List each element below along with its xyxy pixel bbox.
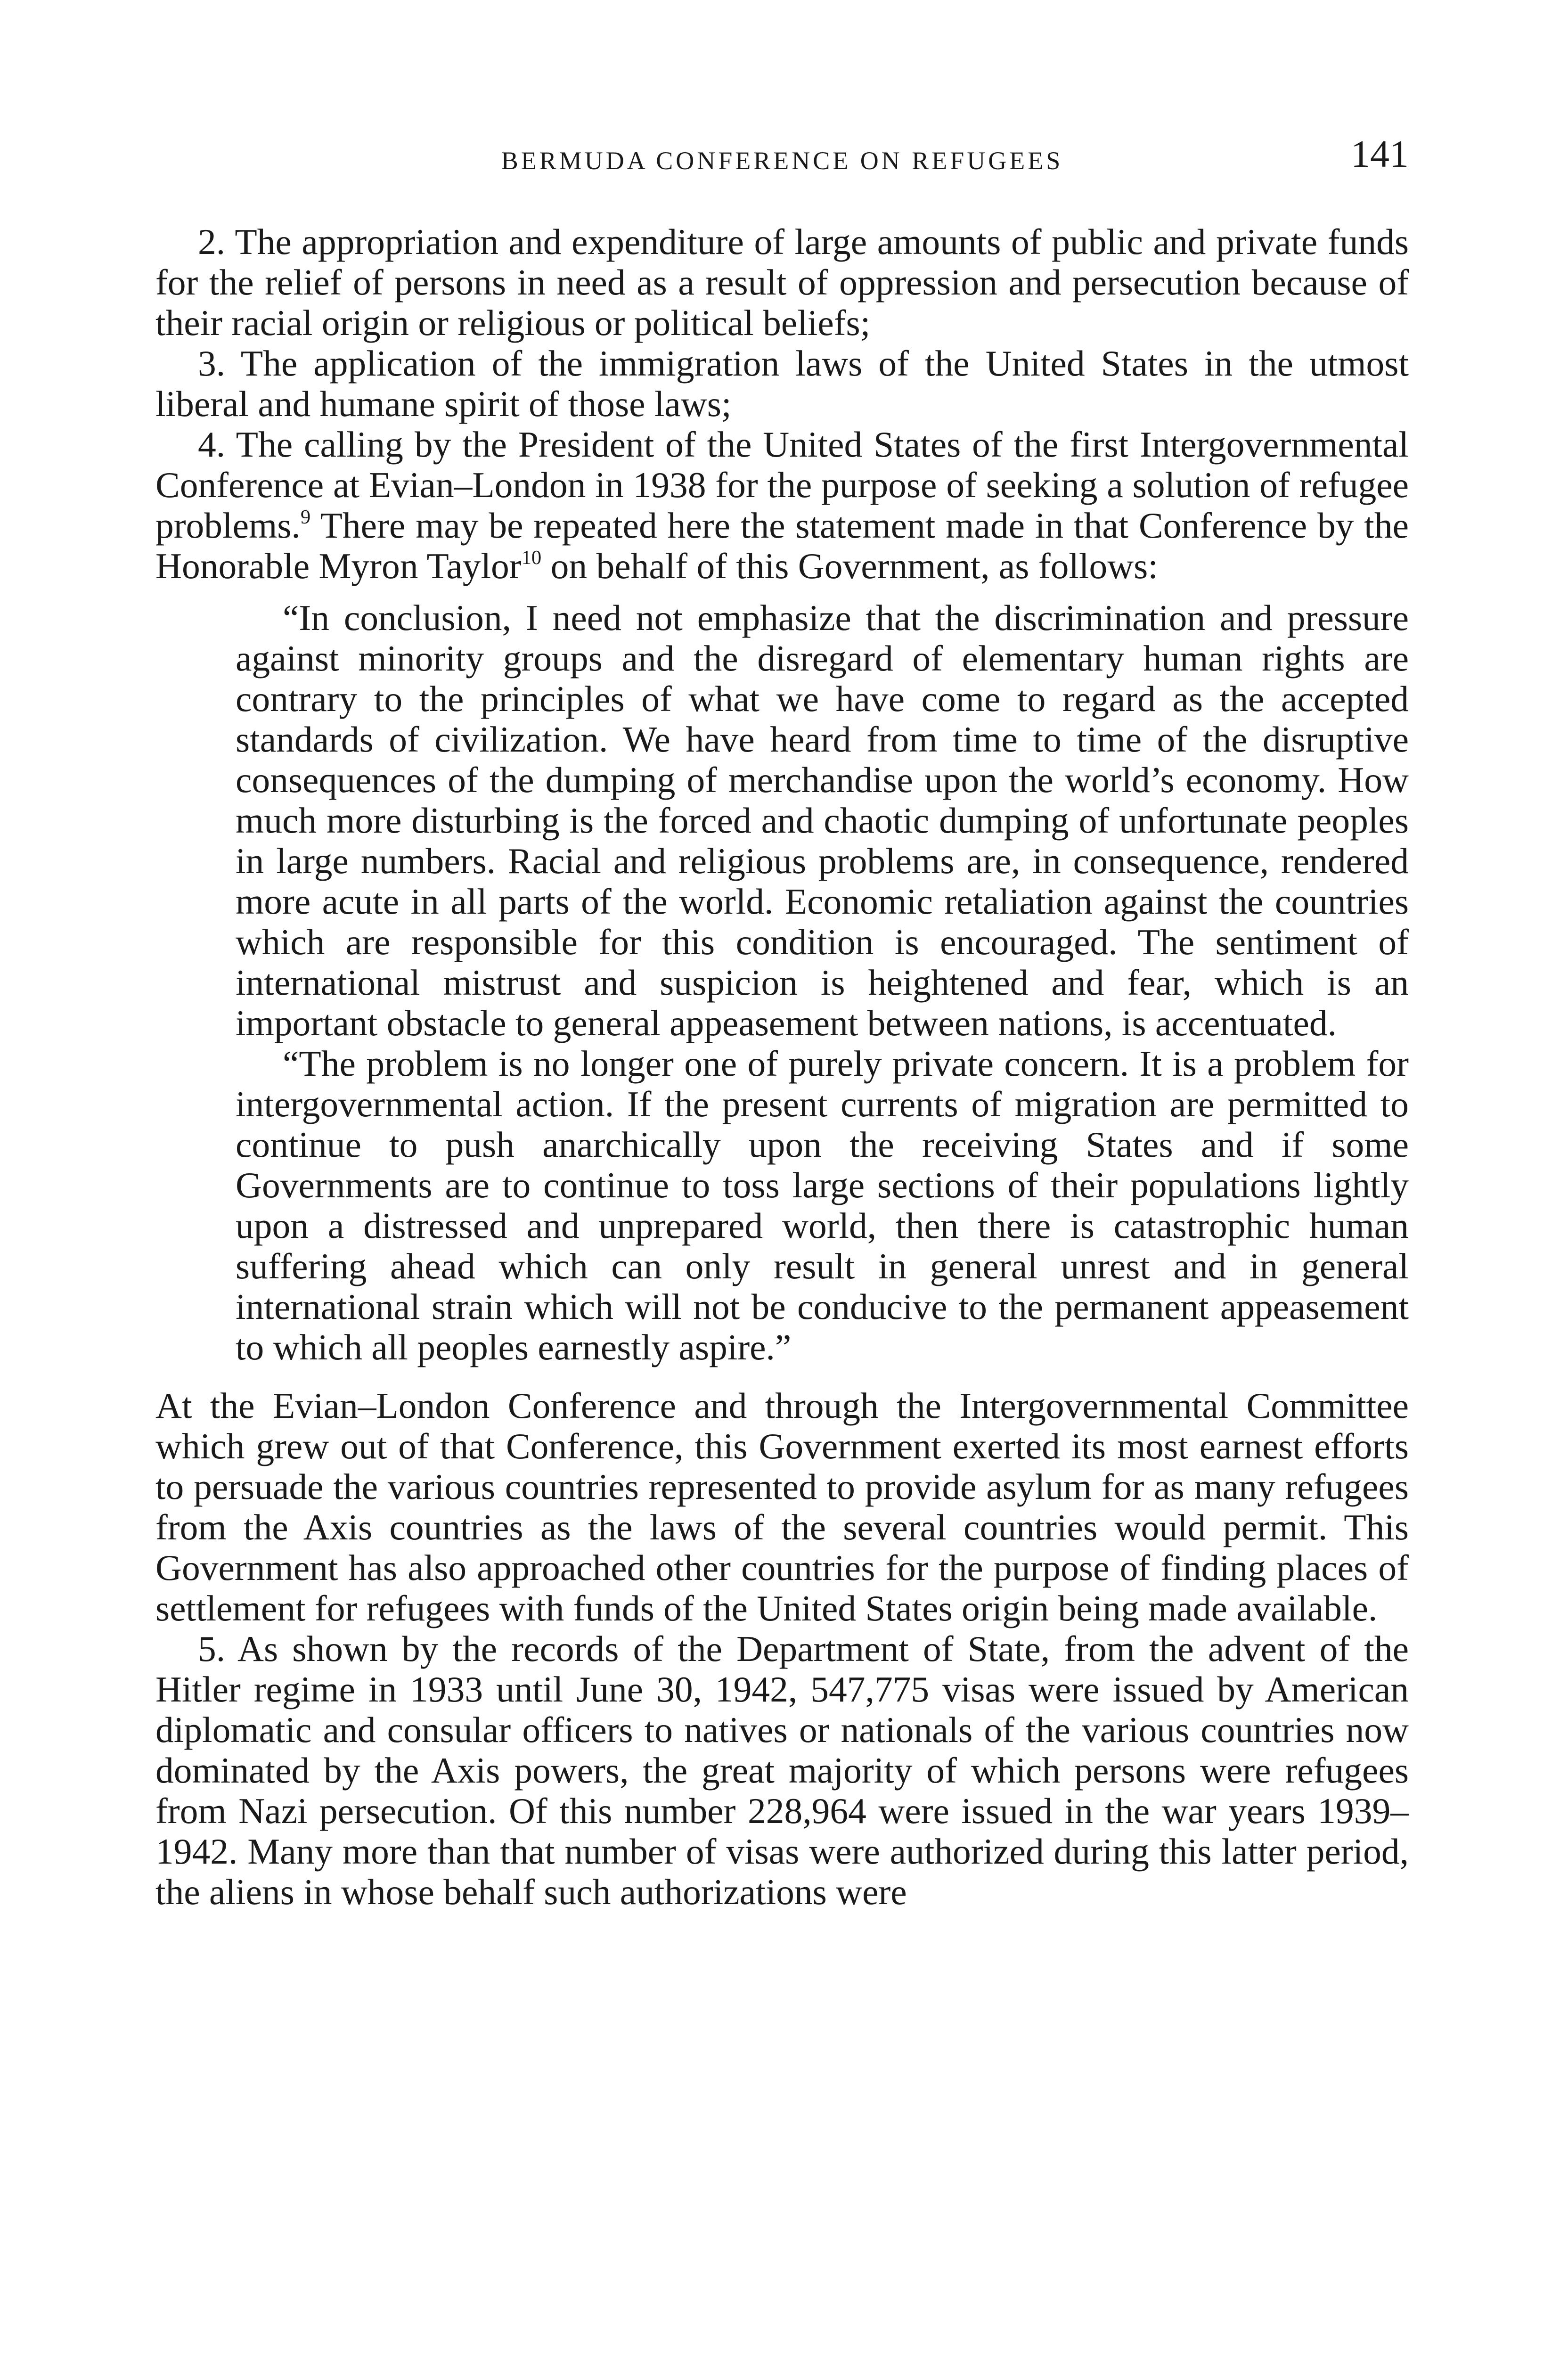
paragraph-4-part-c: on behalf of this Government, as follows: bbox=[541, 546, 1158, 586]
running-head: BERMUDA CONFERENCE ON REFUGEES bbox=[501, 147, 1063, 175]
paragraph-5: 5. As shown by the records of the Department of State, from the advent of the Hitler regime in 1933 until June 30, 1942, 547,775 visas were issued by American diplomatic and consular officers to natives or nationals of the various countries now dominated by the Axis powers, the great majority of which persons were refugees from Nazi persecution. Of this number 228,964 were issued in the war years 1939–1942. Many more than that number of visas were authorized during this latter period, the aliens in whose behalf such authorizations were bbox=[155, 1628, 1409, 1912]
footnote-ref-10: 10 bbox=[521, 547, 542, 569]
paragraph-3: 3. The application of the immigration laws of the United States in the utmost liberal and humane spirit of those laws; bbox=[155, 343, 1409, 424]
paragraph-2: 2. The appropriation and expenditure of large amounts of public and private funds for the relief of persons in need as a result of oppression and persecution because of their racial origin or religious or political beliefs; bbox=[155, 221, 1409, 343]
paragraph-4-part-b: There may be repeated here the statement made in that Conference by the Honorable Myron Taylor bbox=[155, 505, 1409, 586]
quote-paragraph-2: “The problem is no longer one of purely private concern. It is a problem for intergovernmental action. If the present currents of migration are permitted to continue to push anarchically upon the receiving States and if some Governments are to continue to toss large sections of their populations lightly upon a distressed and unprepared world, then there is catastrophic human suffering ahead which can only result in general unrest and in general international strain which will not be conducive to the permanent appeasement to which all peoples earnestly aspire.” bbox=[236, 1043, 1409, 1367]
paragraph-4-part-a: 4. The calling by the President of the United States of the first Intergovernmental Conference at Evian–London in 1938 for the purpose of seeking a solution of refugee problems. bbox=[155, 424, 1409, 546]
page-number: 141 bbox=[1351, 132, 1409, 175]
quote-paragraph-1: “In conclusion, I need not emphasize that the discrimination and pressure against minority groups and the disregard of elementary human rights are contrary to the principles of what we have come to regard as the accepted standards of civilization. We have heard from time to time of the disruptive consequences of the dumping of merchandise upon the world’s economy. How much more disturbing is the forced and chaotic dumping of unfortunate peoples in large numbers. Racial and religious problems are, in consequence, rendered more acute in all parts of the world. Economic retaliation against the countries which are responsible for this condition is encouraged. The sentiment of international mistrust and suspicion is heightened and fear, which is an important obstacle to general appeasement between nations, is accentuated. bbox=[236, 597, 1409, 1043]
body-text bbox=[155, 221, 1409, 1912]
paragraph-4 bbox=[155, 424, 1409, 586]
page-header bbox=[155, 132, 1409, 184]
block-quote bbox=[236, 597, 1409, 1367]
paragraph-evian: At the Evian–London Conference and through the Intergovernmental Committee which grew out of that Conference, this Government exerted its most earnest efforts to persuade the various countries represented to provide asylum for as many refugees from the Axis countries as the laws of the several countries would permit. This Government has also approached other countries for the purpose of finding places of settlement for refugees with funds of the United States origin being made available. bbox=[155, 1385, 1409, 1628]
footnote-ref-9: 9 bbox=[300, 506, 311, 529]
